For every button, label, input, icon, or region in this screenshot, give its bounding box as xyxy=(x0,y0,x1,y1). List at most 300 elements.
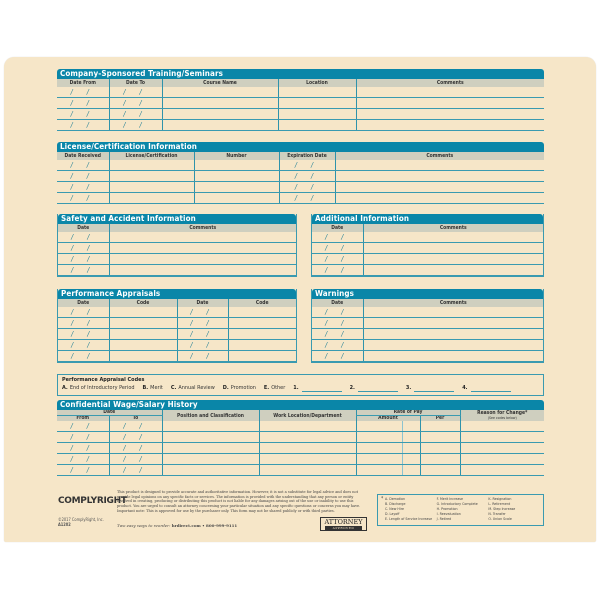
reason-code: D. Layoff xyxy=(385,512,400,516)
license-field[interactable] xyxy=(194,193,279,204)
warnings-date-field[interactable] xyxy=(312,340,363,351)
wage-section xyxy=(57,400,544,476)
date-slashes: / / xyxy=(325,244,350,252)
wage-field[interactable] xyxy=(402,465,420,476)
date-slashes: / / xyxy=(70,444,95,452)
reason-code: H. Promotion xyxy=(436,507,458,511)
warnings-date-field[interactable] xyxy=(312,351,363,362)
wage-field[interactable] xyxy=(420,443,460,454)
training-row xyxy=(57,120,544,131)
wage-location-header: Work Location/Department xyxy=(259,410,356,421)
date-slashes: / / xyxy=(70,161,95,169)
additional-date-field[interactable] xyxy=(312,243,363,254)
wage-from-header: From xyxy=(57,416,109,422)
code-key: A. xyxy=(62,385,68,391)
custom-code-number: 2. xyxy=(349,385,355,391)
appraisals-date-field[interactable] xyxy=(177,318,228,329)
warnings-date-field[interactable] xyxy=(312,307,363,318)
appraisals-date-field[interactable] xyxy=(58,307,109,318)
important-note: Important note: This is approved for use by the purchaser only. This form may not be shared publicly or with third parties. xyxy=(117,509,335,514)
wage-reason-header xyxy=(460,410,544,421)
wage-rate-header: Rate of Pay xyxy=(356,410,460,416)
license-date-field[interactable] xyxy=(279,182,335,193)
license-row xyxy=(57,182,544,193)
date-slashes: / / xyxy=(190,308,215,316)
safety-field[interactable] xyxy=(109,232,296,243)
wage-date-field[interactable] xyxy=(57,421,109,432)
additional-row xyxy=(312,254,543,265)
appraisals-date-field[interactable] xyxy=(177,329,228,340)
training-row xyxy=(57,98,544,109)
reason-code: G. Introductory Complete xyxy=(436,502,478,506)
wage-date-field[interactable] xyxy=(57,443,109,454)
license-col-header: Number xyxy=(194,152,279,160)
additional-field[interactable] xyxy=(363,254,543,265)
date-slashes: / / xyxy=(70,172,95,180)
warnings-col-header: Comments xyxy=(363,299,543,307)
appraisals-field[interactable] xyxy=(109,318,177,329)
training-date-field[interactable] xyxy=(109,87,162,98)
attorney-label: ATTORNEY xyxy=(324,518,363,526)
license-field[interactable] xyxy=(335,182,544,193)
appraisals-row xyxy=(58,351,296,362)
license-date-field[interactable] xyxy=(279,193,335,204)
wage-field[interactable] xyxy=(356,465,402,476)
safety-date-field[interactable] xyxy=(58,243,109,254)
training-field[interactable] xyxy=(278,98,356,109)
appraisals-row xyxy=(58,318,296,329)
date-slashes: / / xyxy=(294,194,320,202)
additional-row xyxy=(312,265,543,276)
safety-date-field[interactable] xyxy=(58,254,109,265)
safety-date-field[interactable] xyxy=(58,265,109,276)
wage-field[interactable] xyxy=(356,421,402,432)
wage-field[interactable] xyxy=(356,432,402,443)
wage-field[interactable] xyxy=(162,454,259,465)
additional-row xyxy=(312,232,543,243)
training-col-header: Date To xyxy=(109,79,162,87)
wage-date-field[interactable] xyxy=(109,421,162,432)
custom-code-field[interactable] xyxy=(471,385,511,392)
code-key: B. xyxy=(142,385,149,391)
copyright-text: ©2017 ComplyRight, Inc. xyxy=(58,517,104,522)
reason-code: E. Length of Service Increase xyxy=(385,517,433,521)
safety-field[interactable] xyxy=(109,265,296,276)
wage-row xyxy=(57,465,544,476)
training-field[interactable] xyxy=(278,87,356,98)
code-key: D. xyxy=(222,385,229,391)
reason-code: F. Merit Increase xyxy=(436,497,463,501)
license-col-header: License/Certification xyxy=(109,152,194,160)
appraisals-col-header: Code xyxy=(109,299,177,307)
license-field[interactable] xyxy=(194,171,279,182)
safety-col-header: Date xyxy=(58,224,109,232)
additional-col-header: Date xyxy=(312,224,363,232)
license-table xyxy=(57,152,544,204)
wage-date-header: Date xyxy=(57,410,162,416)
license-field[interactable] xyxy=(335,171,544,182)
wage-field[interactable] xyxy=(356,443,402,454)
additional-date-field[interactable] xyxy=(312,232,363,243)
date-slashes: / / xyxy=(71,352,96,360)
warnings-field[interactable] xyxy=(363,351,543,362)
wage-field[interactable] xyxy=(162,465,259,476)
wage-field[interactable] xyxy=(460,443,544,454)
training-field[interactable] xyxy=(356,98,544,109)
license-field[interactable] xyxy=(335,193,544,204)
training-date-field[interactable] xyxy=(57,98,109,109)
training-field[interactable] xyxy=(162,109,278,120)
additional-table xyxy=(312,224,543,276)
appraisals-date-field[interactable] xyxy=(58,318,109,329)
training-field[interactable] xyxy=(278,120,356,131)
date-slashes: / / xyxy=(123,444,148,452)
wage-field[interactable] xyxy=(460,454,544,465)
appraisals-field[interactable] xyxy=(228,329,296,340)
safety-date-field[interactable] xyxy=(58,232,109,243)
reason-code: N. Transfer xyxy=(488,512,506,516)
wage-field[interactable] xyxy=(402,454,420,465)
complyright-logo: COMPLYRIGHT xyxy=(58,496,127,506)
appraisals-field[interactable] xyxy=(109,340,177,351)
training-date-field[interactable] xyxy=(109,109,162,120)
date-slashes: / / xyxy=(71,233,96,241)
wage-field[interactable] xyxy=(259,454,356,465)
warnings-date-field[interactable] xyxy=(312,318,363,329)
wage-date-field[interactable] xyxy=(57,454,109,465)
wage-position-header: Position and Classification xyxy=(162,410,259,421)
appraisals-col-header: Date xyxy=(58,299,109,307)
wage-field[interactable] xyxy=(259,421,356,432)
wage-date-field[interactable] xyxy=(57,432,109,443)
date-slashes: / / xyxy=(294,172,320,180)
training-field[interactable] xyxy=(162,87,278,98)
approved-label: APPROVED xyxy=(325,526,362,530)
code-key: E. xyxy=(263,385,270,391)
wage-reason-sublabel: (See codes below) xyxy=(487,415,517,420)
product-code: A1202 xyxy=(58,522,71,527)
license-col-header: Expiration Date xyxy=(279,152,335,160)
date-slashes: / / xyxy=(71,308,96,316)
asterisk-icon: * xyxy=(381,496,384,502)
wage-field[interactable] xyxy=(402,443,420,454)
custom-code-field[interactable] xyxy=(358,385,398,392)
code-label: Merit xyxy=(150,385,163,391)
appraisals-date-field[interactable] xyxy=(177,307,228,318)
disclaimer-text xyxy=(117,490,367,514)
custom-code-field[interactable] xyxy=(414,385,454,392)
reason-codes-col-3 xyxy=(488,497,540,523)
wage-reason-label: Reason for Change* xyxy=(477,410,528,416)
additional-col-header: Comments xyxy=(363,224,543,232)
additional-date-field[interactable] xyxy=(312,265,363,276)
appraisals-field[interactable] xyxy=(109,351,177,362)
license-date-field[interactable] xyxy=(57,171,109,182)
wage-date-field[interactable] xyxy=(109,443,162,454)
warnings-row xyxy=(312,351,543,362)
reorder-info xyxy=(117,523,237,528)
appraisals-title: Performance Appraisals xyxy=(58,289,296,299)
appraisal-codes-box xyxy=(57,374,544,396)
appraisals-row xyxy=(58,329,296,340)
reason-code: L. Retirement xyxy=(488,502,511,506)
safety-row xyxy=(58,232,296,243)
date-slashes: / / xyxy=(325,308,350,316)
reason-code: C. New Hire xyxy=(385,507,404,511)
training-title: Company-Sponsored Training/Seminars xyxy=(57,69,544,79)
wage-field[interactable] xyxy=(460,465,544,476)
additional-date-field[interactable] xyxy=(312,254,363,265)
license-col-header: Comments xyxy=(335,152,544,160)
license-field[interactable] xyxy=(109,160,194,171)
warnings-table xyxy=(312,299,543,362)
appraisals-date-field[interactable] xyxy=(177,351,228,362)
appraisals-date-field[interactable] xyxy=(177,340,228,351)
training-date-field[interactable] xyxy=(57,87,109,98)
code-key: C. xyxy=(170,385,177,391)
license-field[interactable] xyxy=(109,182,194,193)
wage-row xyxy=(57,454,544,465)
reason-codes-box xyxy=(377,494,544,526)
safety-title: Safety and Accident Information xyxy=(58,214,296,224)
training-field[interactable] xyxy=(356,120,544,131)
warnings-row xyxy=(312,329,543,340)
additional-row xyxy=(312,243,543,254)
wage-field[interactable] xyxy=(259,465,356,476)
additional-field[interactable] xyxy=(363,232,543,243)
wage-field[interactable] xyxy=(356,454,402,465)
date-slashes: / / xyxy=(70,194,95,202)
date-slashes: / / xyxy=(190,341,215,349)
warnings-field[interactable] xyxy=(363,329,543,340)
reason-code: K. Resignation xyxy=(488,497,512,501)
training-col-header: Comments xyxy=(356,79,544,87)
wage-field[interactable] xyxy=(420,421,460,432)
license-row xyxy=(57,171,544,182)
license-date-field[interactable] xyxy=(57,182,109,193)
date-slashes: / / xyxy=(71,330,96,338)
wage-field[interactable] xyxy=(420,465,460,476)
copyright-block xyxy=(58,517,104,527)
date-slashes: / / xyxy=(70,99,95,107)
reason-code: M. Step Increase xyxy=(488,507,516,511)
reorder-contact: hrdirect.com • 800-999-9111 xyxy=(171,523,238,528)
date-slashes: / / xyxy=(325,266,350,274)
date-slashes: / / xyxy=(70,466,95,474)
wage-table xyxy=(57,410,544,476)
date-slashes: / / xyxy=(71,266,96,274)
code-label: Promotion xyxy=(230,385,256,391)
appraisals-field[interactable] xyxy=(109,329,177,340)
date-slashes: / / xyxy=(71,341,96,349)
date-slashes: / / xyxy=(70,121,95,129)
wage-date-field[interactable] xyxy=(57,465,109,476)
license-field[interactable] xyxy=(109,171,194,182)
wage-to-header: To xyxy=(109,416,162,422)
appraisals-table xyxy=(58,299,296,362)
appraisals-col-header: Date xyxy=(177,299,228,307)
warnings-title: Warnings xyxy=(312,289,543,299)
date-slashes: / / xyxy=(123,88,148,96)
license-field[interactable] xyxy=(194,182,279,193)
date-slashes: / / xyxy=(123,422,148,430)
warnings-field[interactable] xyxy=(363,307,543,318)
training-table xyxy=(57,79,544,131)
additional-title: Additional Information xyxy=(312,214,543,224)
appraisals-field[interactable] xyxy=(228,318,296,329)
license-row xyxy=(57,193,544,204)
safety-table xyxy=(58,224,296,276)
license-field[interactable] xyxy=(335,160,544,171)
date-slashes: / / xyxy=(123,121,148,129)
appraisals-date-field[interactable] xyxy=(58,351,109,362)
additional-section xyxy=(311,214,544,277)
warnings-field[interactable] xyxy=(363,340,543,351)
safety-field[interactable] xyxy=(109,243,296,254)
appraisals-field[interactable] xyxy=(109,307,177,318)
date-slashes: / / xyxy=(123,455,148,463)
appraisals-date-field[interactable] xyxy=(58,340,109,351)
wage-field[interactable] xyxy=(162,443,259,454)
training-field[interactable] xyxy=(162,120,278,131)
training-date-field[interactable] xyxy=(57,109,109,120)
date-slashes: / / xyxy=(70,110,95,118)
warnings-row xyxy=(312,340,543,351)
license-row xyxy=(57,160,544,171)
safety-row xyxy=(58,254,296,265)
license-date-field[interactable] xyxy=(57,160,109,171)
reason-codes-col-2 xyxy=(437,497,489,523)
wage-row xyxy=(57,421,544,432)
warnings-section xyxy=(311,289,544,363)
date-slashes: / / xyxy=(325,341,350,349)
license-date-field[interactable] xyxy=(279,160,335,171)
warnings-field[interactable] xyxy=(363,318,543,329)
reorder-prefix: Two easy ways to reorder: xyxy=(117,523,171,528)
wage-field[interactable] xyxy=(259,443,356,454)
reason-code: A. Demotion xyxy=(385,497,406,501)
appraisals-field[interactable] xyxy=(228,351,296,362)
code-label: Other xyxy=(271,385,286,391)
wage-row xyxy=(57,443,544,454)
date-slashes: / / xyxy=(71,244,96,252)
date-slashes: / / xyxy=(123,466,148,474)
date-slashes: / / xyxy=(325,233,350,241)
custom-code-number: 3. xyxy=(405,385,412,391)
training-row xyxy=(57,109,544,120)
date-slashes: / / xyxy=(190,352,215,360)
date-slashes: / / xyxy=(123,110,148,118)
safety-field[interactable] xyxy=(109,254,296,265)
warnings-row xyxy=(312,318,543,329)
wage-field[interactable] xyxy=(420,454,460,465)
warnings-col-header: Date xyxy=(312,299,363,307)
appraisals-section xyxy=(57,289,297,363)
training-date-field[interactable] xyxy=(109,98,162,109)
disclaimer-body: This product is designed to provide accurate and authoritative information. However, it is not a substitute for legal advice and does not provide legal opinions on any specific facts or services. The information is provided with the understanding that any person or entity involved in creating, producing or distributing this product is not liable for any damages arising out of the use or inability to use this product. You are urged to consult an attorney concerning your particular situation and any specific questions or concerns you may have. xyxy=(117,490,361,508)
wage-field[interactable] xyxy=(460,421,544,432)
date-slashes: / / xyxy=(190,319,215,327)
training-col-header: Location xyxy=(278,79,356,87)
training-field[interactable] xyxy=(162,98,278,109)
training-field[interactable] xyxy=(356,87,544,98)
wage-per-header: Per xyxy=(420,416,460,422)
training-section xyxy=(57,69,544,131)
training-field[interactable] xyxy=(356,109,544,120)
safety-section xyxy=(57,214,297,277)
wage-row xyxy=(57,432,544,443)
license-section xyxy=(57,142,544,204)
wage-date-field[interactable] xyxy=(109,465,162,476)
wage-field[interactable] xyxy=(402,432,420,443)
appraisal-codes-title: Performance Appraisal Codes xyxy=(62,377,145,383)
date-slashes: / / xyxy=(325,352,350,360)
date-slashes: / / xyxy=(190,330,215,338)
wage-field[interactable] xyxy=(402,421,420,432)
date-slashes: / / xyxy=(325,330,350,338)
additional-field[interactable] xyxy=(363,265,543,276)
custom-code-field[interactable] xyxy=(302,385,342,392)
appraisals-field[interactable] xyxy=(228,340,296,351)
reason-code: J. Retired xyxy=(436,517,452,521)
date-slashes: / / xyxy=(294,161,320,169)
wage-field[interactable] xyxy=(460,432,544,443)
additional-field[interactable] xyxy=(363,243,543,254)
code-label: Annual Review xyxy=(178,385,215,391)
wage-date-field[interactable] xyxy=(109,454,162,465)
training-col-header: Date From xyxy=(57,79,109,87)
date-slashes: / / xyxy=(294,183,320,191)
date-slashes: / / xyxy=(325,319,350,327)
license-field[interactable] xyxy=(194,160,279,171)
appraisals-col-header: Code xyxy=(228,299,296,307)
wage-field[interactable] xyxy=(420,432,460,443)
training-field[interactable] xyxy=(278,109,356,120)
code-label: End of Introductory Period xyxy=(69,385,135,391)
license-col-header: Date Received xyxy=(57,152,109,160)
license-date-field[interactable] xyxy=(279,171,335,182)
training-col-header: Course Name xyxy=(162,79,278,87)
safety-row xyxy=(58,243,296,254)
wage-amount-header: Amount xyxy=(356,416,420,422)
reason-code: O. Union Scale xyxy=(488,517,512,521)
wage-date-field[interactable] xyxy=(109,432,162,443)
date-slashes: / / xyxy=(70,422,95,430)
reason-code: B. Discharge xyxy=(385,502,406,506)
wage-field[interactable] xyxy=(162,421,259,432)
date-slashes: / / xyxy=(70,455,95,463)
training-date-field[interactable] xyxy=(57,120,109,131)
wage-field[interactable] xyxy=(259,432,356,443)
license-date-field[interactable] xyxy=(57,193,109,204)
appraisal-codes-row xyxy=(62,384,539,392)
warnings-row xyxy=(312,307,543,318)
date-slashes: / / xyxy=(70,433,95,441)
safety-col-header: Comments xyxy=(109,224,296,232)
appraisals-date-field[interactable] xyxy=(58,329,109,340)
date-slashes: / / xyxy=(70,183,95,191)
training-date-field[interactable] xyxy=(109,120,162,131)
warnings-date-field[interactable] xyxy=(312,329,363,340)
appraisals-row xyxy=(58,340,296,351)
license-field[interactable] xyxy=(109,193,194,204)
reason-codes-col-1 xyxy=(385,497,437,523)
custom-code-number: 4. xyxy=(462,385,468,391)
appraisals-row xyxy=(58,307,296,318)
appraisals-field[interactable] xyxy=(228,307,296,318)
wage-field[interactable] xyxy=(162,432,259,443)
attorney-approved-badge xyxy=(320,517,367,531)
